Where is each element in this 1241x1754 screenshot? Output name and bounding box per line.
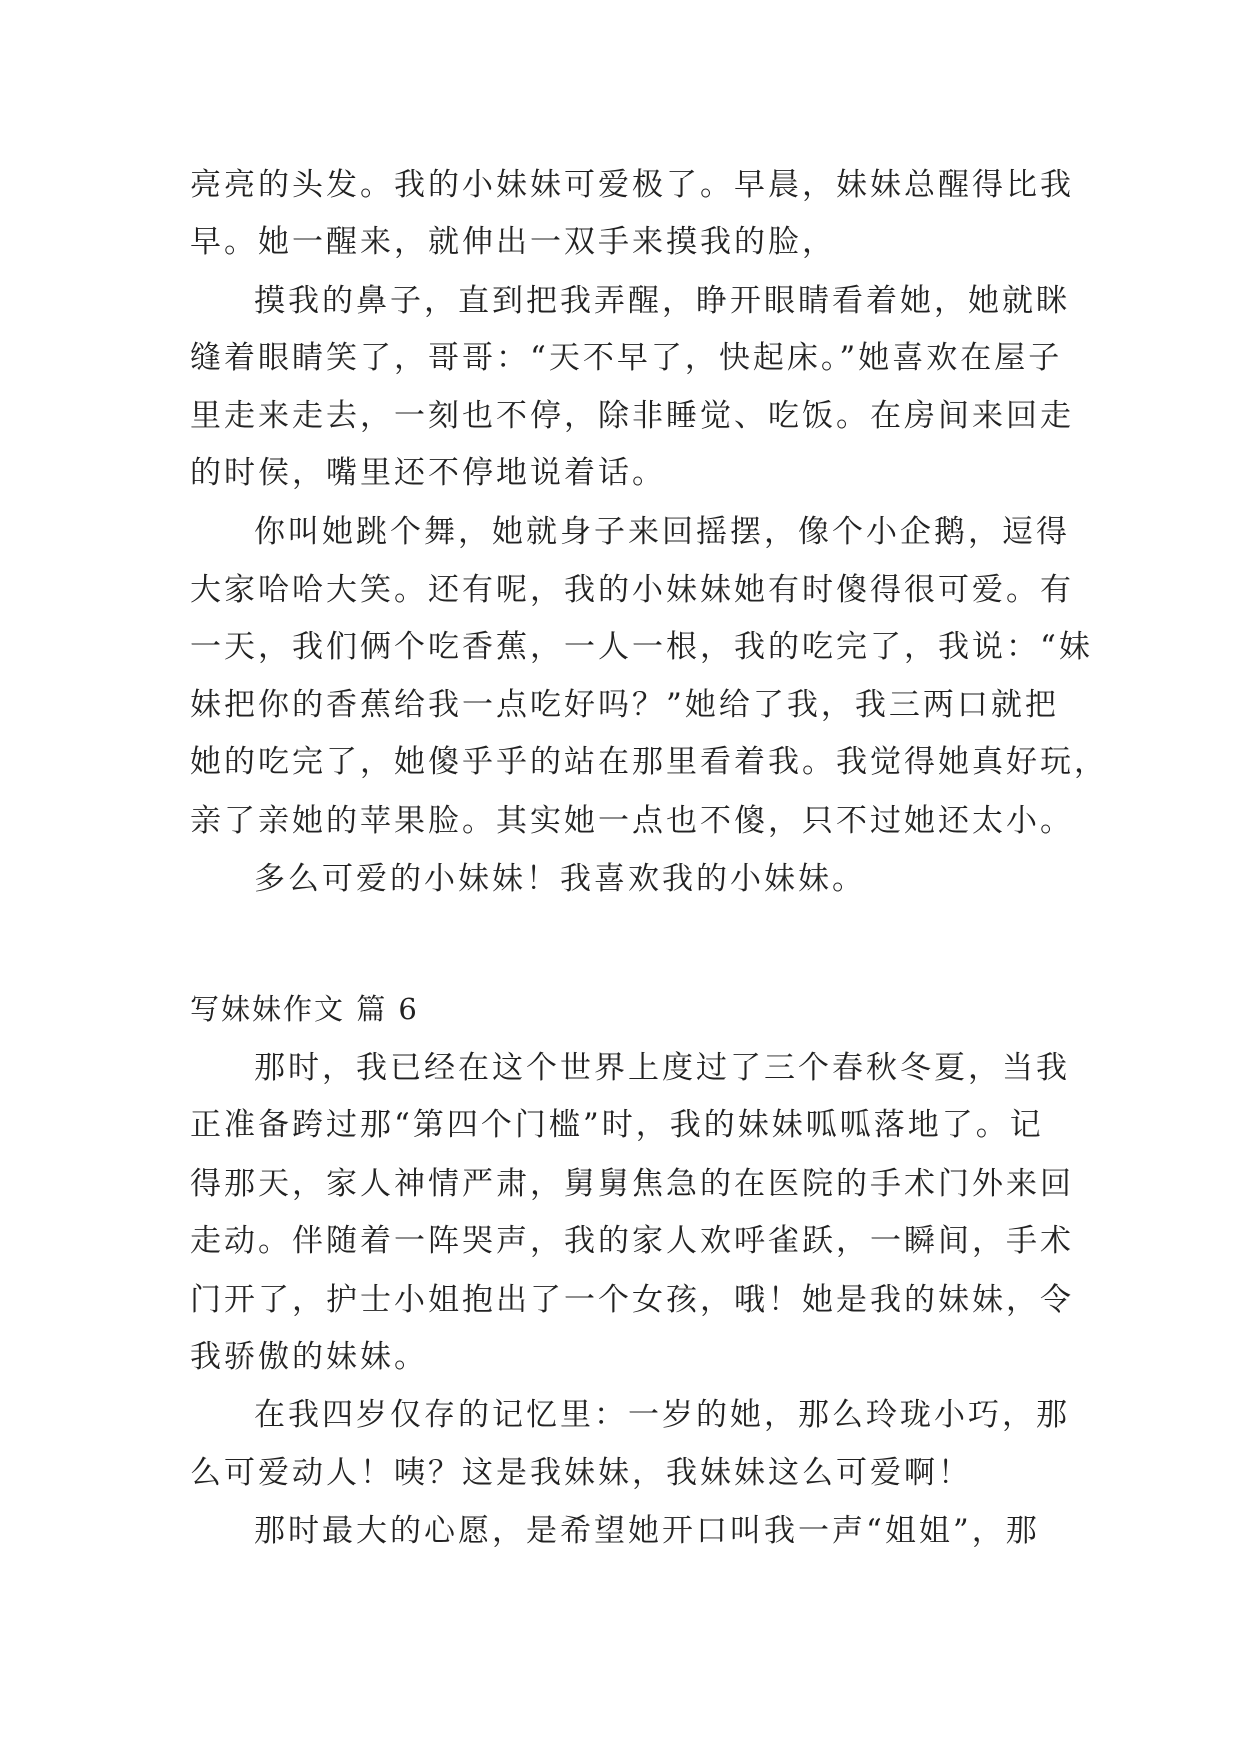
- text-line: 早。她一醒来，就伸出一双手来摸我的脸，: [190, 224, 836, 260]
- paragraph-line: 摸我的鼻子，直到把我弄醒，睁开眼睛看着她，她就眯: [254, 283, 1070, 319]
- text-line: 门开了，护士小姐抱出了一个女孩，哦！她是我的妹妹，令: [190, 1282, 1074, 1318]
- text-line: 么可爱动人！咦？这是我妹妹，我妹妹这么可爱啊！: [190, 1455, 972, 1491]
- text-line: 大家哈哈大笑。还有呢，我的小妹妹她有时傻得很可爱。有: [190, 572, 1074, 608]
- text-line: 她的吃完了，她傻乎乎的站在那里看着我。我觉得她真好玩，: [190, 744, 1108, 780]
- text-line: 得那天，家人神情严肃，舅舅焦急的在医院的手术门外来回: [190, 1166, 1074, 1202]
- text-line: 亲了亲她的苹果脸。其实她一点也不傻，只不过她还太小。: [190, 803, 1074, 839]
- text-line: 一天，我们俩个吃香蕉，一人一根，我的吃完了，我说：“妹: [190, 629, 1093, 665]
- paragraph-line: 在我四岁仅存的记忆里：一岁的她，那么玲珑小巧，那: [254, 1397, 1070, 1433]
- text-line: 里走来走去，一刻也不停，除非睡觉、吃饭。在房间来回走: [190, 398, 1074, 434]
- text-line: 我骄傲的妹妹。: [190, 1339, 428, 1375]
- text-line: 正准备跨过那“第四个门槛”时，我的妹妹呱呱落地了。记: [190, 1107, 1044, 1143]
- paragraph-line: 那时，我已经在这个世界上度过了三个春秋冬夏，当我: [254, 1050, 1070, 1086]
- text-line: 亮亮的头发。我的小妹妹可爱极了。早晨，妹妹总醒得比我: [190, 167, 1074, 203]
- paragraph-line: 你叫她跳个舞，她就身子来回摇摆，像个小企鹅，逗得: [254, 514, 1070, 550]
- text-line: 妹把你的香蕉给我一点吃好吗？”她给了我，我三两口就把: [190, 687, 1059, 723]
- text-line: 走动。伴随着一阵哭声，我的家人欢呼雀跃，一瞬间，手术: [190, 1223, 1074, 1259]
- paragraph-line: 多么可爱的小妹妹！我喜欢我的小妹妹。: [254, 861, 866, 897]
- text-line: 缝着眼睛笑了，哥哥：“天不早了，快起床。”她喜欢在屋子: [190, 340, 1063, 376]
- paragraph-line: 那时最大的心愿，是希望她开口叫我一声“姐姐”，那: [254, 1513, 1040, 1549]
- text-line: 的时侯，嘴里还不停地说着话。: [190, 455, 666, 491]
- section-heading: 写妹妹作文 篇 6: [190, 992, 419, 1026]
